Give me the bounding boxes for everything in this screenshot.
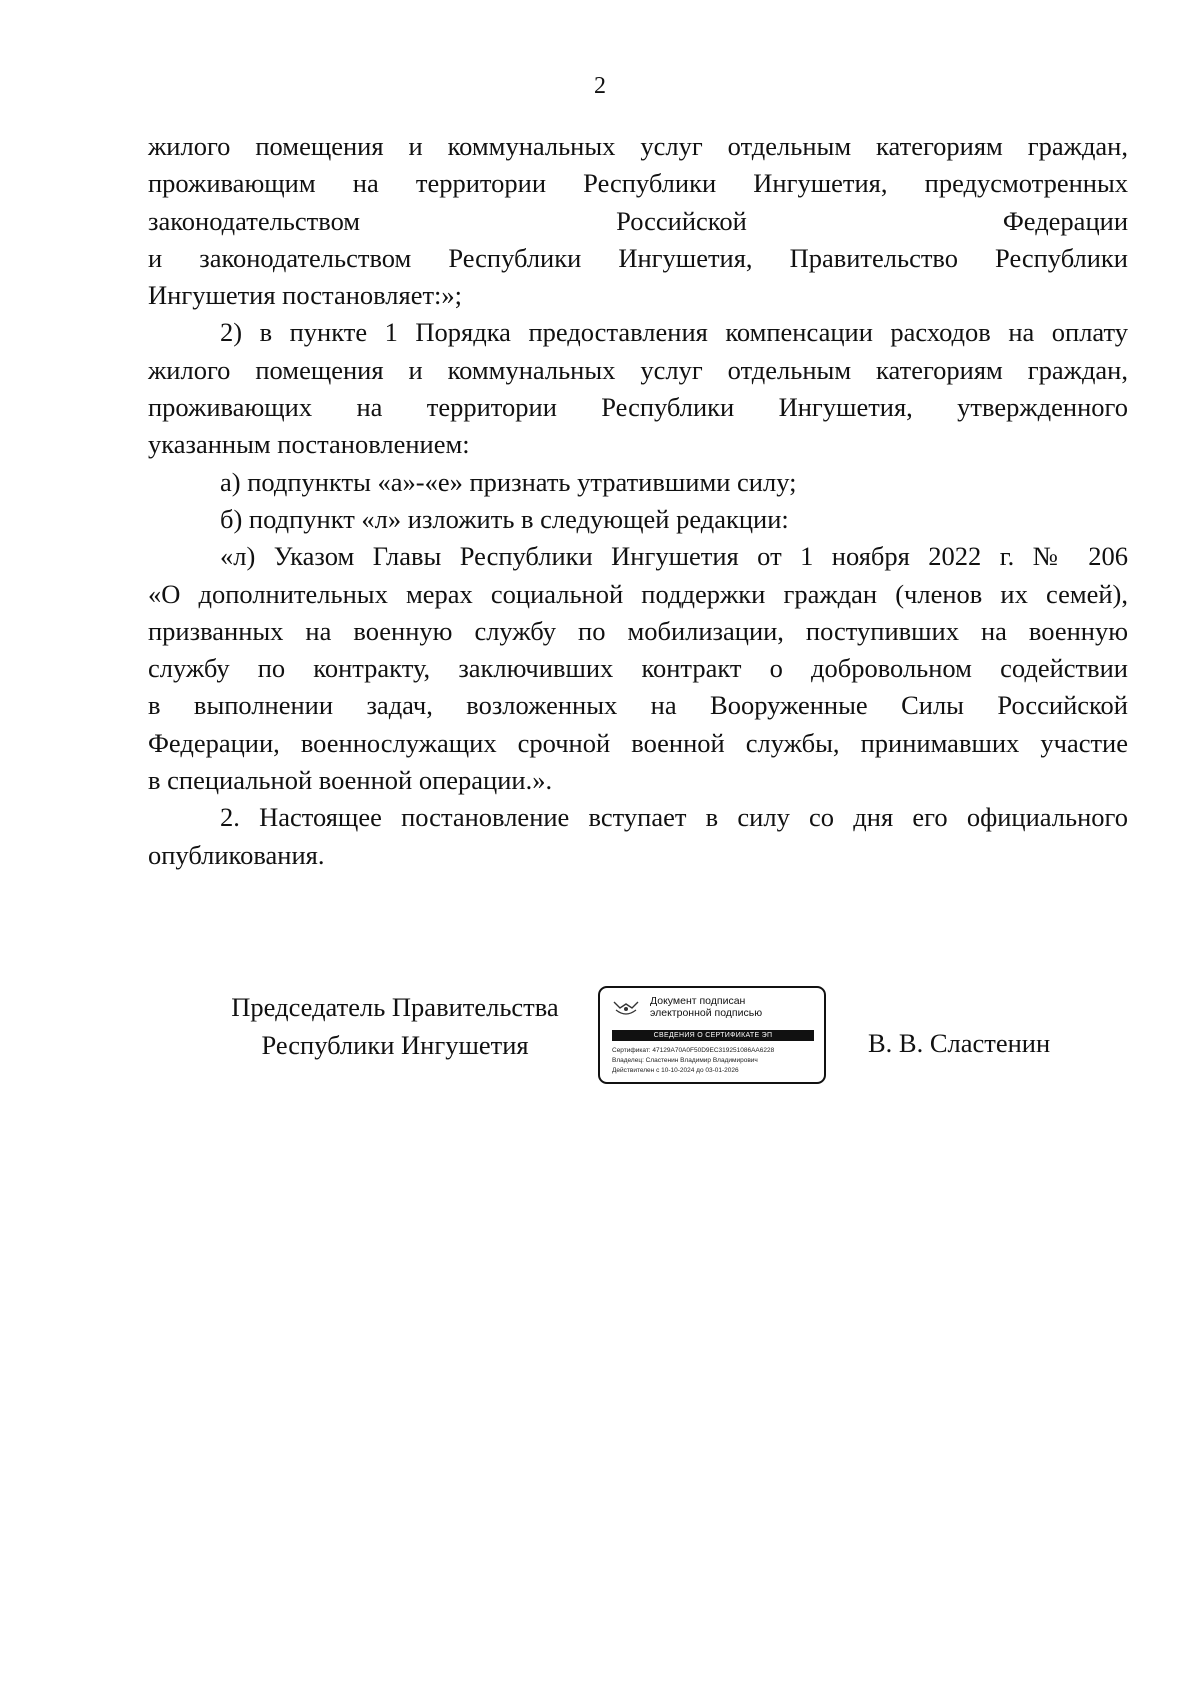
certificate-details — [612, 1046, 774, 1076]
text-line: 2) в пункте 1 Порядка предоставления компенсации расходов на оплату — [220, 317, 1128, 348]
text-line: «О дополнительных мерах социальной поддержки граждан (членов их семей), — [148, 578, 1128, 609]
signatory-position — [210, 988, 580, 1064]
text-line: Ингушетия постановляет:»; — [148, 280, 463, 311]
certificate-info-bar: СВЕДЕНИЯ О СЕРТИФИКАТЕ ЭП — [612, 1030, 814, 1041]
text-line: а) подпункты «а»-«е» признать утратившими силу; — [220, 466, 797, 497]
text-line-word: Федерации — [1002, 205, 1128, 236]
text-line: проживающих на территории Республики Ингушетия, утвержденного — [148, 392, 1128, 423]
text-line: в выполнении задач, возложенных на Вооруженные Силы Российской — [148, 690, 1128, 721]
emblem-icon — [612, 998, 640, 1020]
text-line: «л) Указом Главы Республики Ингушетия от 1 ноября 2022 г. № 206 — [220, 541, 1128, 572]
text-line-word: Российской — [616, 205, 747, 236]
signatory-position-line: Председатель Правительства — [231, 992, 559, 1022]
signatory-position-line: Республики Ингушетия — [261, 1030, 529, 1060]
text-line: и законодательством Республики Ингушетия, Правительство Республики — [148, 242, 1128, 273]
text-line: призванных на военную службу по мобилизации, поступивших на военную — [148, 615, 1128, 646]
signatory-name: В. В. Сластенин — [868, 1028, 1051, 1058]
electronic-signature-stamp — [598, 986, 826, 1084]
text-line: жилого помещения и коммунальных услуг отдельным категориям граждан, — [148, 354, 1128, 385]
text-line — [148, 203, 1128, 240]
text-line: службу по контракту, заключивших контракт о добровольном содействии — [148, 653, 1128, 684]
text-line: проживающим на территории Республики Ингушетия, предусмотренных — [148, 168, 1128, 199]
text-line: Федерации, военнослужащих срочной военной службы, принимавших участие — [148, 727, 1128, 758]
text-line: указанным постановлением: — [148, 429, 470, 460]
text-line: в специальной военной операции.». — [148, 765, 553, 796]
certificate-validity: Действителен с 10-10-2024 до 03-01-2026 — [612, 1067, 739, 1074]
page-number: 2 — [594, 73, 606, 99]
certificate-owner: Владелец: Сластенин Владимир Владимирович — [612, 1057, 758, 1064]
text-line-word: законодательством — [148, 205, 361, 236]
text-line: б) подпункт «л» изложить в следующей редакции: — [220, 503, 789, 534]
document-body — [148, 128, 1128, 874]
text-line: 2. Настоящее постановление вступает в силу со дня его официального — [220, 802, 1128, 833]
text-line: опубликования. — [148, 839, 325, 870]
text-line: жилого помещения и коммунальных услуг отдельным категориям граждан, — [148, 131, 1128, 161]
stamp-title-line: Документ подписан — [650, 995, 746, 1007]
stamp-title-line: электронной подписью — [650, 1007, 763, 1019]
stamp-title — [650, 995, 762, 1019]
certificate-number: Сертификат: 47129A70A0F50D9EC319251086AA6228 — [612, 1047, 775, 1054]
